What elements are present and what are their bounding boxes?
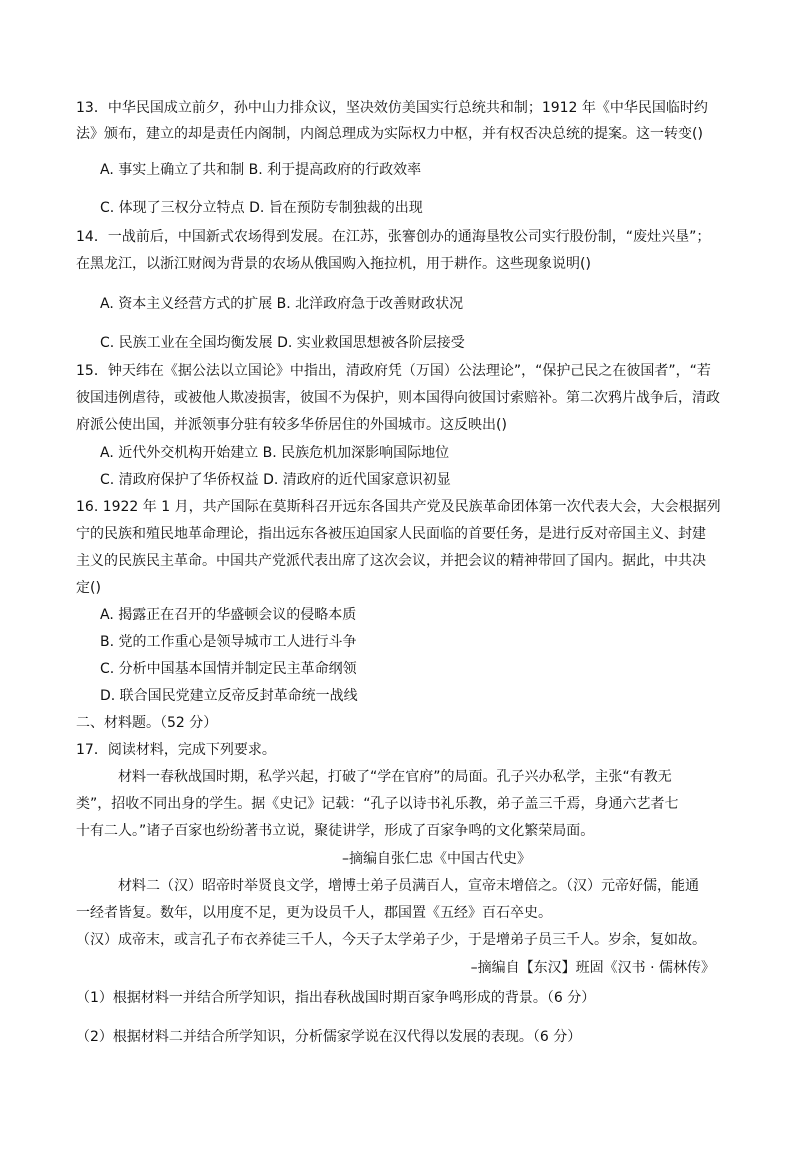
q15-stem-line2: 彼国违例虐待，或被他人欺凌损害，彼国不为保护，则本国得向彼国讨索赔补。第二次鸦片战争后，清政 <box>76 390 720 406</box>
q14-options-cd: C. 民族工业在全国均衡发展 D. 实业救国思想被各阶层接受 <box>100 335 465 351</box>
q16-option-a: A. 揭露正在召开的华盛顿会议的侵略本质 <box>100 607 357 623</box>
q17-subquestion-2: （2）根据材料二并结合所学知识，分析儒家学说在汉代得以发展的表现。（6 分） <box>76 1029 582 1045</box>
material1-source: –摘编自张仁忠《中国古代史》 <box>342 851 531 867</box>
q15-options-cd: C. 清政府保护了华侨权益 D. 清政府的近代国家意识初显 <box>100 472 451 488</box>
q15-stem-line3: 府派公使出国，并派领事分驻有较多华侨居住的外国城市。这反映出() <box>76 417 507 433</box>
q14-options-ab: A. 资本主义经营方式的扩展 B. 北洋政府急于改善财政状况 <box>100 296 464 312</box>
material2-source: –摘编自【东汉】班固《汉书 · 儒林传》 <box>470 960 715 976</box>
q15-stem-line1: 15．钟天纬在《据公法以立国论》中指出，清政府凭（万国）公法理论”，“保护己民之在彼国者”，“若 <box>76 363 711 379</box>
q13-stem-line1: 13．中华民国成立前夕，孙中山力排众议，坚决效仿美国实行总统共和制；1912 年《中华民国临时约 <box>76 100 708 116</box>
material1-line2: 类”，招收不同出身的学生。据《史记》记载：“孔子以诗书礼乐教，弟子盖三千焉，身通六艺者七 <box>76 796 679 812</box>
q17-intro: 17．阅读材料，完成下列要求。 <box>76 742 276 758</box>
q13-stem-line2: 法》颁布，建立的却是责任内阁制，内阁总理成为实际权力中枢，并有权否决总统的提案。这一转变() <box>76 126 703 142</box>
material2-line1: 材料二（汉）昭帝时举贤良文学，增博士弟子员满百人，宣帝末增倍之。（汉）元帝好儒，能通 <box>118 878 699 894</box>
q16-stem-line4: 定() <box>76 580 101 596</box>
q16-stem-line2: 宁的民族和殖民地革命理论，指出远东各被压迫国家人民面临的首要任务，是进行反对帝国主义、封建 <box>76 526 706 542</box>
q15-options-ab: A. 近代外交机构开始建立 B. 民族危机加深影响国际地位 <box>100 445 450 461</box>
material2-line3: （汉）成帝末，或言孔子布衣养徒三千人，今天子太学弟子少，于是增弟子员三千人。岁余，复如故。 <box>76 932 706 948</box>
q14-stem-line1: 14．一战前后，中国新式农场得到发展。在江苏，张謇创办的通海垦牧公司实行股份制，“废灶兴垦”； <box>76 229 711 245</box>
q14-stem-line2: 在黑龙江，以浙江财阀为背景的农场从俄国购入拖拉机，用于耕作。这些现象说明() <box>76 256 591 272</box>
q16-option-b: B. 党的工作重心是领导城市工人进行斗争 <box>100 634 357 650</box>
material1-line3: 十有二人。”诸子百家也纷纷著书立说，聚徒讲学，形成了百家争鸣的文化繁荣局面。 <box>76 823 595 839</box>
q16-stem-line1: 16. 1922 年 1 月，共产国际在莫斯科召开远东各国共产党及民族革命团体第一次代表大会，大会根据列 <box>76 499 721 515</box>
q16-option-c: C. 分析中国基本国情并制定民主革命纲领 <box>100 661 357 677</box>
q13-options-cd: C. 体现了三权分立特点 D. 旨在预防专制独裁的出现 <box>100 200 423 216</box>
material2-line2: 一经者皆复。数年，以用度不足，更为设员千人，郡国置《五经》百石卒史。 <box>76 905 552 921</box>
q16-option-d: D. 联合国民党建立反帝反封革命统一战线 <box>100 688 358 704</box>
q16-stem-line3: 主义的民族民主革命。中国共产党派代表出席了这次会议，并把会议的精神带回了国内。据此，中共决 <box>76 553 706 569</box>
q17-subquestion-1: （1）根据材料一并结合所学知识，指出春秋战国时期百家争鸣形成的背景。（6 分） <box>76 990 596 1006</box>
material1-line1: 材料一春秋战国时期，私学兴起，打破了“学在官府”的局面。孔子兴办私学，主张“有教无 <box>118 769 672 785</box>
section-heading: 二、材料题。（52 分） <box>76 715 218 731</box>
q13-options-ab: A. 事实上确立了共和制 B. 利于提高政府的行政效率 <box>100 162 422 178</box>
